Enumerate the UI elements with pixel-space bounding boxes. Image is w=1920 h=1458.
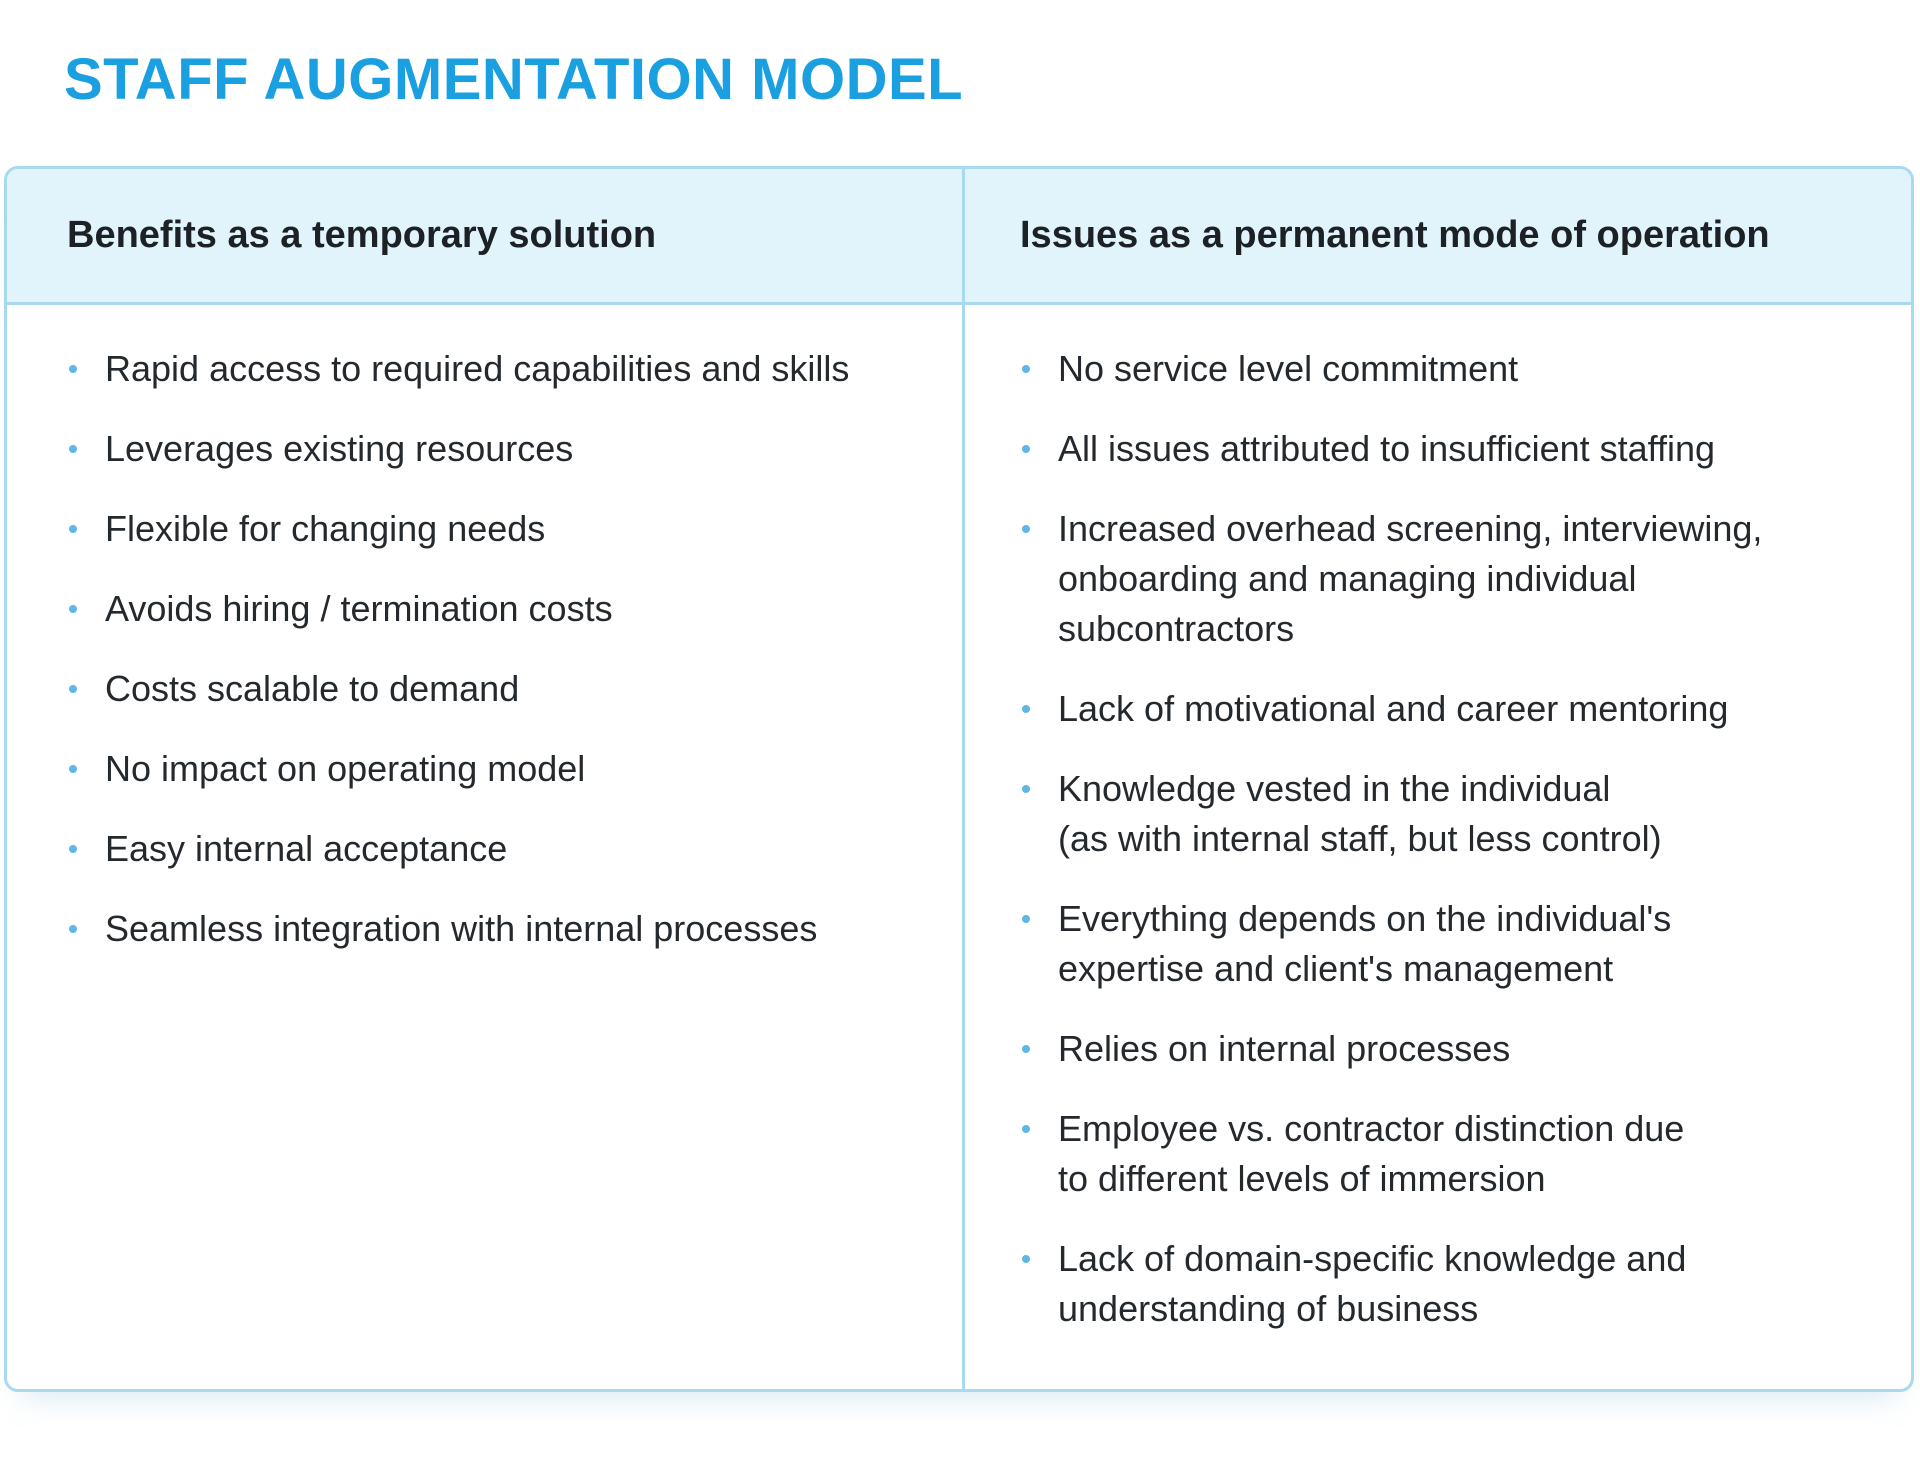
benefit-item xyxy=(67,664,937,714)
issue-item xyxy=(1020,504,1900,654)
benefit-item-text: No impact on operating model xyxy=(105,748,586,789)
benefit-item xyxy=(67,584,937,634)
column-divider xyxy=(962,169,965,1389)
bullet-icon xyxy=(1022,785,1030,793)
bullet-icon xyxy=(69,685,77,693)
benefit-item-text: Seamless integration with internal processes xyxy=(105,908,818,949)
issue-item xyxy=(1020,1234,1900,1334)
comparison-table xyxy=(4,166,1914,1392)
bullet-icon xyxy=(69,445,77,453)
issue-item-text: Lack of motivational and career mentoring xyxy=(1058,688,1729,729)
bullet-icon xyxy=(1022,1255,1030,1263)
benefit-item xyxy=(67,904,937,954)
bullet-icon xyxy=(1022,915,1030,923)
page-title: STAFF AUGMENTATION MODEL xyxy=(64,47,964,112)
benefit-item xyxy=(67,344,937,394)
benefit-item xyxy=(67,504,937,554)
bullet-icon xyxy=(1022,445,1030,453)
issue-item-text: No service level commitment xyxy=(1058,348,1519,389)
issue-item-text: Lack of domain-specific knowledge and understanding of business xyxy=(1058,1238,1687,1329)
issues-list xyxy=(1020,344,1900,1364)
benefit-item-text: Leverages existing resources xyxy=(105,428,574,469)
bullet-icon xyxy=(69,605,77,613)
issue-item-text: Everything depends on the individual's expertise and client's management xyxy=(1058,898,1672,989)
issue-item xyxy=(1020,684,1900,734)
bullet-icon xyxy=(1022,1125,1030,1133)
bullet-icon xyxy=(1022,705,1030,713)
issue-item xyxy=(1020,424,1900,474)
bullet-icon xyxy=(1022,525,1030,533)
issue-item xyxy=(1020,894,1900,994)
issue-item xyxy=(1020,344,1900,394)
benefits-column-header: Benefits as a temporary solution xyxy=(67,214,657,256)
issue-item xyxy=(1020,764,1900,864)
benefit-item-text: Easy internal acceptance xyxy=(105,828,508,869)
benefit-item-text: Costs scalable to demand xyxy=(105,668,520,709)
bullet-icon xyxy=(1022,365,1030,373)
benefits-list xyxy=(67,344,937,984)
bullet-icon xyxy=(69,525,77,533)
benefit-item xyxy=(67,744,937,794)
issue-item-text: Relies on internal processes xyxy=(1058,1028,1511,1069)
bullet-icon xyxy=(1022,1045,1030,1053)
benefit-item-text: Flexible for changing needs xyxy=(105,508,546,549)
benefit-item xyxy=(67,424,937,474)
bullet-icon xyxy=(69,765,77,773)
bullet-icon xyxy=(69,925,77,933)
bullet-icon xyxy=(69,365,77,373)
issue-item xyxy=(1020,1104,1900,1204)
issue-item-text: All issues attributed to insufficient staffing xyxy=(1058,428,1716,469)
issue-item-text: Increased overhead screening, interviewing, onboarding and managing individual subcontractors xyxy=(1058,508,1763,649)
bullet-icon xyxy=(69,845,77,853)
benefit-item-text: Avoids hiring / termination costs xyxy=(105,588,613,629)
issue-item-text: Knowledge vested in the individual (as with internal staff, but less control) xyxy=(1058,768,1662,859)
issue-item-text: Employee vs. contractor distinction due to different levels of immersion xyxy=(1058,1108,1685,1199)
issue-item xyxy=(1020,1024,1900,1074)
issues-column-header: Issues as a permanent mode of operation xyxy=(1020,214,1770,256)
benefit-item xyxy=(67,824,937,874)
benefit-item-text: Rapid access to required capabilities and skills xyxy=(105,348,850,389)
